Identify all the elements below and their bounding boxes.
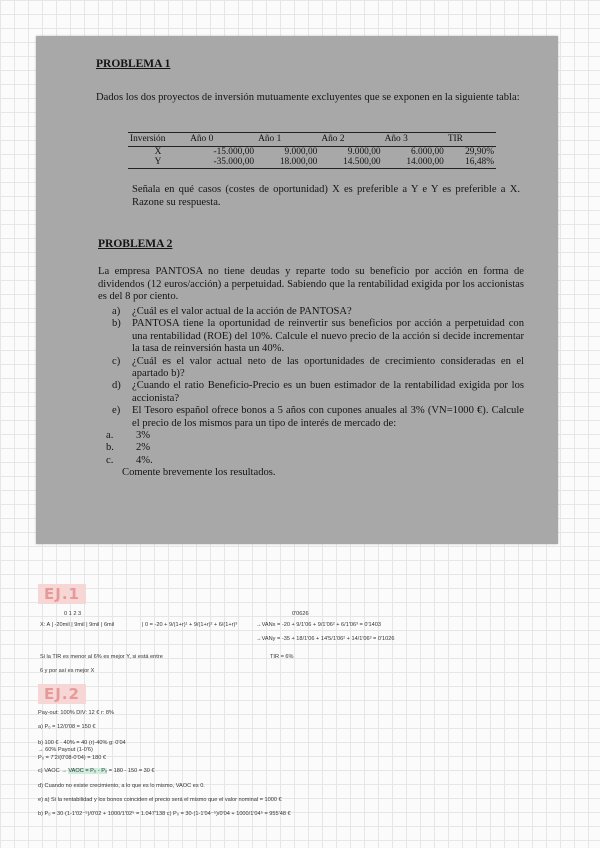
- ej2-answer-b2: → 60% Payout (1-0'6): [38, 747, 93, 753]
- ej2-c-prefix: c) VAOC →: [38, 768, 69, 774]
- ej1-note-line2: 6 y por así es mejor X: [40, 668, 95, 674]
- scanned-exam-sheet: [36, 36, 558, 544]
- investment-table: [128, 132, 496, 169]
- closing-text: Comente brevemente los resultados.: [122, 467, 276, 479]
- ej2-answer-e: e) a) Si la rentabilidad y los bonos coinciden el precio será el mismo que el valor nominal = 1000 €: [38, 797, 282, 803]
- subitem-label: a.: [106, 430, 114, 442]
- item-text: ¿Cuál es el valor actual de la acción de PANTOSA?: [132, 306, 352, 317]
- table-header: TIR: [446, 133, 496, 147]
- subitem-text: 2%: [136, 442, 151, 454]
- list-item: [96, 405, 524, 430]
- item-label: e): [112, 405, 121, 417]
- ej1-label: EJ.1: [38, 584, 86, 604]
- ej1-van-x: →VANx = -20 + 9/1'06 + 9/1'06² + 6/1'06³ = 0'1403: [256, 622, 381, 628]
- ej2-answer-b1: b) 100 € · 40% = 40 (r)·40% g: 0'04: [38, 740, 126, 746]
- table-header: Año 2: [319, 133, 382, 147]
- list-subitem: [96, 455, 524, 467]
- table-cell: 14.500,00: [319, 157, 382, 168]
- subitem-label: b.: [106, 442, 114, 454]
- table-cell: 16,48%: [446, 157, 496, 168]
- problem2-intro: La empresa PANTOSA no tiene deudas y reparte todo su beneficio por acción en forma de dividendos (12 euros/acción) a perpetuidad. Sabiendo que la rentabilidad exigida por los accionistas es del 8 por ciento.: [98, 266, 524, 303]
- ej1-rate: 0'0626: [292, 611, 309, 617]
- ej2-answer-a: a) P₀ = 12/0'08 = 150 €: [38, 724, 96, 730]
- subitem-label: c.: [106, 454, 114, 466]
- ej2-data-line: Pay-out: 100% DIV: 12 € r: 8%: [38, 710, 114, 716]
- ej1-note-line1: Si la TIR es menor al 6% es mejor Y, si está entre: [40, 654, 163, 660]
- list-item: [96, 306, 524, 318]
- list-subitem: [96, 442, 524, 454]
- list-item: [96, 380, 524, 405]
- item-text: ¿Cuando el ratio Beneficio-Precio es un buen estimador de la rentabilidad exigida por los accionista?: [132, 380, 524, 404]
- list-item: [96, 318, 524, 355]
- item-text: El Tesoro español ofrece bonos a 5 años con cupones anuales al 3% (VN=1000 €). Calcule el precio de los mismos para un tipo de interés de mercado de:: [132, 405, 524, 429]
- table-cell: -15.000,00: [213, 146, 255, 157]
- ej1-formula: | 0 = -20 + 9/(1+r)¹ + 9/(1+r)² + 6/(1+r)³: [142, 622, 238, 628]
- item-label: c): [112, 355, 121, 367]
- problem1-question: Señala en qué casos (costes de oportunidad) X es preferible a Y e Y es preferible a X. Razone su respuesta.: [132, 184, 520, 208]
- table-cell: 18.000,00: [256, 157, 319, 168]
- ej2-label: EJ.2: [38, 684, 86, 704]
- ej2-c-highlight: VAOC = P₀ - P₀: [68, 768, 108, 774]
- table-row: [128, 157, 496, 168]
- table-row: [128, 146, 496, 157]
- ej2-answer-f: b) P₀ = 30·(1-1'02⁻⁵)/0'02 + 1000/1'02⁵ = 1.047'138 c) P₀ = 30·(1-1'04⁻⁵)/0'04 + 1000/1'04⁵ = 955'48 €: [38, 811, 291, 817]
- ej2-answer-b3: P₀ = 7'2/(0'08-0'04) = 180 €: [38, 755, 107, 761]
- table-header-row: [128, 133, 496, 147]
- ej2-answer-d: d) Cuando no existe crecimiento, a lo que es lo mismo, VAOC es 0.: [38, 783, 205, 789]
- table-header: Año 1: [256, 133, 319, 147]
- table-cell: 14.000,00: [383, 157, 446, 168]
- item-label: a): [112, 306, 121, 317]
- ej1-tir: TIR = 6%: [270, 654, 294, 660]
- table-header: Inversión: [128, 133, 188, 147]
- table-cell: 6.000,00: [411, 146, 444, 157]
- table-cell: 29,90%: [465, 146, 494, 157]
- problem1-title: PROBLEMA 1: [96, 58, 171, 70]
- item-label: b): [112, 318, 121, 330]
- item-label: d): [112, 380, 121, 392]
- ej1-year-header: 0 1 2 3: [64, 611, 82, 617]
- table-cell: 9.000,00: [284, 146, 318, 157]
- item-text: ¿Cuál es el valor actual neto de las oportunidades de crecimiento consideradas en el apartado b)?: [132, 355, 524, 380]
- subitem-text: 4%.: [136, 454, 153, 466]
- table-header: Año 3: [383, 133, 446, 147]
- subitem-text: 3%: [136, 430, 151, 442]
- ej2-answer-c: [38, 768, 155, 775]
- problem2-questions: [96, 306, 524, 480]
- table-cell: Y: [128, 157, 188, 168]
- ej1-van-y: →VANy = -35 + 18/1'06 + 14'5/1'06² + 14/1'06³ = 0'1026: [256, 636, 395, 642]
- problem1-intro: Dados los dos proyectos de inversión mutuamente excluyentes que se exponen en la siguiente tabla:: [96, 92, 520, 103]
- ej1-cashflows: X: A | -20mil | 9mil | 9mil | 6mil: [40, 622, 115, 628]
- item-text: PANTOSA tiene la oportunidad de reinvertir sus beneficios por acción a perpetuidad con una rentabilidad (ROE) del 10%. Calcule el nuevo precio de la acción si decide incrementar la tasa de reinversión hasta un 40%.: [132, 318, 524, 355]
- ej2-c-result: = 180 - 150 = 30 €: [107, 768, 155, 774]
- problem2-title: PROBLEMA 2: [98, 238, 173, 250]
- table-header: Año 0: [188, 133, 256, 147]
- table-cell: -35.000,00: [188, 157, 256, 168]
- table-cell: 9.000,00: [347, 146, 381, 157]
- table-cell: X: [154, 146, 162, 157]
- list-subitem: [96, 430, 524, 442]
- list-item: [96, 356, 524, 381]
